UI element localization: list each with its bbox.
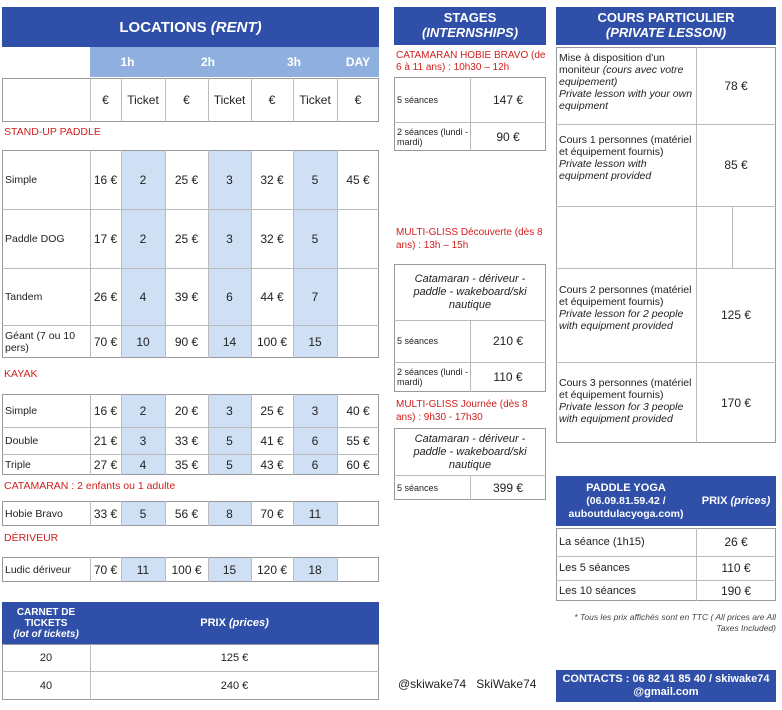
price-cell bbox=[337, 557, 379, 582]
yoga-phone: (06.09.81.59.42 / auboutdulacyoga.com) bbox=[568, 494, 684, 520]
price-cell: 21 € bbox=[93, 433, 118, 448]
carnet-title: CARNET DE TICKETS bbox=[16, 606, 76, 629]
cours-row-fr-italic: (cours avec votre equipement) bbox=[559, 64, 684, 88]
carnet-qty-20: 20 bbox=[39, 651, 53, 664]
locations-title-italic: (RENT) bbox=[210, 18, 262, 36]
yoga-row-price: 190 € bbox=[720, 583, 752, 598]
ticket-cell: 3 bbox=[226, 403, 233, 418]
price-cell: 32 € bbox=[260, 231, 284, 246]
yoga-header bbox=[556, 476, 776, 526]
carnet-title-italic: (lot of tickets) bbox=[13, 628, 79, 640]
ticket-cell: 18 bbox=[308, 562, 322, 577]
yoga-row-label: La séance (1h15) bbox=[559, 536, 645, 548]
price-cell: 25 € bbox=[174, 231, 199, 246]
duration-day: DAY bbox=[337, 47, 379, 77]
stages-header bbox=[394, 7, 546, 45]
price-cell: 26 € bbox=[93, 289, 118, 304]
price-cell: 25 € bbox=[260, 403, 284, 418]
col-divider bbox=[293, 78, 294, 122]
yoga-prix-italic: (prices) bbox=[730, 495, 771, 507]
cours-row-4-text bbox=[559, 377, 695, 425]
carnet-prix-cell bbox=[90, 602, 379, 644]
row-label: Ludic dériveur bbox=[5, 563, 71, 576]
price-cell: 90 € bbox=[174, 334, 199, 349]
ticket-cell: 3 bbox=[139, 433, 147, 448]
cours-price: 85 € bbox=[724, 158, 748, 172]
col-divider bbox=[121, 78, 122, 122]
tax-note: * Tous les prix affichés sont en TTC ( All prices are All Taxes Included) bbox=[574, 612, 776, 633]
cours-row-3-text bbox=[559, 284, 695, 332]
cours-title: COURS PARTICULIER bbox=[597, 10, 735, 25]
cours-row-fr: Cours 3 personnes (matériel et équipement fournis) bbox=[559, 377, 692, 401]
col-divider bbox=[337, 78, 338, 122]
carnet-header bbox=[2, 602, 379, 644]
stages-journee-desc: Catamaran - dériveur - paddle - wakeboard/ski nautique bbox=[413, 432, 527, 471]
ticket-cell: 3 bbox=[311, 403, 319, 418]
contacts-bar bbox=[556, 670, 776, 702]
yoga-prix: PRIX bbox=[701, 495, 728, 507]
ticket-cell: 5 bbox=[226, 433, 233, 448]
ticket-cell: 6 bbox=[226, 289, 233, 304]
subheader-cell: € bbox=[354, 93, 362, 107]
price-cell: 20 € bbox=[174, 403, 199, 418]
cours-divider bbox=[556, 206, 776, 207]
locations-title: LOCATIONS bbox=[119, 18, 207, 36]
carnet-qty-40: 40 bbox=[39, 679, 53, 692]
price-cell: 17 € bbox=[93, 231, 118, 246]
ticket-cell: 10 bbox=[136, 334, 150, 349]
price-cell: 55 € bbox=[346, 433, 370, 448]
stages-multi-row-label: 2 séances (lundi - mardi) bbox=[397, 367, 469, 387]
cours-row-fr: Cours 1 personnes (matériel et équipement fournis) bbox=[559, 134, 692, 158]
ticket-cell: 11 bbox=[136, 562, 150, 577]
yoga-row-label: Les 10 séances bbox=[559, 584, 637, 597]
stages-journee-row-price: 399 € bbox=[492, 480, 524, 495]
row-label: Double bbox=[5, 434, 39, 447]
ticket-cell: 2 bbox=[139, 403, 147, 418]
ticket-cell: 8 bbox=[226, 506, 233, 521]
price-cell: 44 € bbox=[260, 289, 284, 304]
ticket-cell: 11 bbox=[308, 506, 322, 521]
subheader-cell: € bbox=[183, 93, 190, 107]
yoga-row-price: 110 € bbox=[721, 561, 751, 575]
ticket-cell: 3 bbox=[226, 231, 233, 246]
price-cell: 43 € bbox=[260, 457, 284, 472]
yoga-row-label: Les 5 séances bbox=[559, 562, 630, 574]
section-title: STAND-UP PADDLE bbox=[4, 126, 101, 138]
ticket-cell: 15 bbox=[222, 562, 237, 577]
cours-empty-col bbox=[732, 206, 733, 268]
col-divider bbox=[90, 78, 91, 122]
row-label: Triple bbox=[5, 458, 31, 471]
stages-multi-row-price: 210 € bbox=[492, 334, 524, 348]
contacts-value: : 06 82 41 85 40 / skiwake74 @gmail.com bbox=[622, 673, 770, 698]
section-title: KAYAK bbox=[4, 368, 38, 380]
stages-cat-row-price: 90 € bbox=[496, 129, 520, 144]
yoga-row-price: 26 € bbox=[724, 535, 748, 549]
price-cell: 27 € bbox=[93, 457, 118, 472]
row-label: Paddle DOG bbox=[5, 232, 65, 245]
row-label: Simple bbox=[5, 404, 38, 417]
carnet-price-20: 125 € bbox=[220, 651, 249, 664]
price-cell bbox=[337, 268, 379, 325]
cours-row-fr: Mise à disposition d'un moniteur bbox=[559, 52, 665, 76]
duration-3h: 3h bbox=[251, 47, 337, 77]
price-cell: 70 € bbox=[93, 334, 118, 349]
social-handles: @skiwake74 SkiWake74 bbox=[398, 677, 537, 691]
yoga-title-cell bbox=[556, 476, 696, 526]
stages-journee-row-label: 5 séances bbox=[397, 482, 439, 493]
price-cell: 33 € bbox=[93, 506, 118, 521]
row-label: Géant (7 ou 10 pers) bbox=[5, 329, 76, 354]
ticket-cell: 5 bbox=[311, 172, 319, 187]
price-cell: 45 € bbox=[346, 172, 370, 187]
yoga-prix-cell bbox=[696, 476, 776, 526]
price-cell bbox=[337, 325, 379, 358]
stages-multi-desc: Catamaran - dériveur - paddle - wakeboard/ski nautique bbox=[413, 272, 527, 311]
col-divider bbox=[251, 78, 252, 122]
locations-header bbox=[2, 7, 379, 47]
stages-catamaran-title: CATAMARAN HOBIE BRAVO (de 6 à 11 ans) : 10h30 – 12h bbox=[396, 50, 546, 73]
carnet-prix-italic: (prices) bbox=[229, 617, 269, 629]
price-cell: 100 € bbox=[171, 562, 202, 577]
cours-row-en: Private lesson for 3 people with equipment provided bbox=[559, 401, 684, 425]
price-cell: 16 € bbox=[93, 172, 118, 187]
ticket-cell: 6 bbox=[311, 433, 319, 448]
ticket-cell: 15 bbox=[308, 334, 322, 349]
duration-1h: 1h bbox=[90, 47, 165, 77]
cours-price: 170 € bbox=[720, 395, 752, 410]
cours-price: 125 € bbox=[720, 308, 752, 322]
ticket-cell: 2 bbox=[139, 231, 147, 246]
cours-row-en: Private lesson with equipment provided bbox=[559, 158, 652, 182]
yoga-title: PADDLE YOGA bbox=[586, 481, 666, 494]
stages-cat-row-price: 147 € bbox=[492, 92, 524, 107]
cours-row-fr: Cours 2 personnes (matériel et équipement fournis) bbox=[559, 284, 692, 308]
ticket-cell: 14 bbox=[222, 334, 237, 349]
cours-row-en: Private lesson for 2 people with equipment provided bbox=[559, 308, 684, 332]
ticket-cell: 2 bbox=[139, 172, 147, 187]
price-cell: 35 € bbox=[174, 457, 199, 472]
section-title: CATAMARAN : 2 enfants ou 1 adulte bbox=[4, 480, 176, 492]
col-divider bbox=[165, 78, 166, 122]
price-cell: 41 € bbox=[260, 433, 284, 448]
ticket-cell: 5 bbox=[311, 231, 319, 246]
subheader-cell: € bbox=[268, 93, 276, 107]
stages-cat-row-label: 5 séances bbox=[397, 94, 439, 105]
ticket-cell: 5 bbox=[139, 506, 147, 521]
price-cell: 70 € bbox=[93, 562, 118, 577]
section-title: DÉRIVEUR bbox=[4, 532, 59, 544]
subheader-cell: € bbox=[102, 93, 109, 107]
price-cell: 100 € bbox=[256, 334, 288, 349]
ticket-cell: 6 bbox=[311, 457, 319, 472]
subheader-cell: Ticket bbox=[213, 93, 246, 107]
price-cell: 70 € bbox=[260, 506, 284, 521]
price-cell: 39 € bbox=[174, 289, 199, 304]
ticket-cell: 4 bbox=[139, 457, 147, 472]
stages-multi-row-label: 5 séances bbox=[397, 336, 439, 346]
row-label: Simple bbox=[5, 173, 38, 186]
cours-row-en: Private lesson with your own equipment bbox=[559, 88, 693, 112]
stages-multi-title: MULTI-GLISS Découverte (dès 8 ans) : 13h – 15h bbox=[396, 227, 543, 251]
cours-header bbox=[556, 7, 776, 45]
price-cell: 25 € bbox=[174, 172, 199, 187]
cours-row-1-text bbox=[559, 52, 695, 112]
contacts-label: CONTACTS bbox=[562, 673, 623, 685]
cours-row-2-text bbox=[559, 134, 695, 182]
price-cell: 60 € bbox=[346, 457, 370, 472]
col-divider bbox=[208, 78, 209, 122]
cours-title-italic: (PRIVATE LESSON) bbox=[605, 25, 727, 40]
price-cell: 16 € bbox=[93, 403, 118, 418]
price-cell: 40 € bbox=[346, 403, 370, 418]
subheader-cell: Ticket bbox=[299, 93, 331, 107]
ticket-cell: 5 bbox=[226, 457, 233, 472]
carnet-price-40: 240 € bbox=[220, 679, 249, 692]
price-cell: 33 € bbox=[174, 433, 199, 448]
ticket-cell: 3 bbox=[226, 172, 233, 187]
price-cell: 56 € bbox=[174, 506, 199, 521]
price-cell bbox=[337, 209, 379, 268]
price-cell bbox=[337, 501, 379, 526]
carnet-title-cell bbox=[2, 602, 90, 644]
cours-price: 78 € bbox=[724, 78, 748, 93]
subheader-cell: Ticket bbox=[127, 93, 159, 107]
stages-title: STAGES bbox=[443, 10, 497, 25]
stages-cat-row-label: 2 séances (lundi - mardi) bbox=[397, 126, 469, 147]
stages-title-italic: (INTERNSHIPS) bbox=[421, 25, 519, 40]
stages-journee-title: MULTI-GLISS Journée (dès 8 ans) : 9h30 - 17h30 bbox=[396, 399, 528, 423]
price-cell: 32 € bbox=[260, 172, 284, 187]
price-cell: 120 € bbox=[256, 562, 288, 577]
duration-2h: 2h bbox=[165, 47, 251, 77]
ticket-cell: 4 bbox=[139, 289, 147, 304]
row-label: Tandem bbox=[5, 290, 43, 303]
ticket-cell: 7 bbox=[311, 289, 319, 304]
row-label: Hobie Bravo bbox=[5, 507, 63, 520]
carnet-prix: PRIX bbox=[200, 617, 226, 629]
stages-multi-row-price: 110 € bbox=[493, 370, 523, 384]
